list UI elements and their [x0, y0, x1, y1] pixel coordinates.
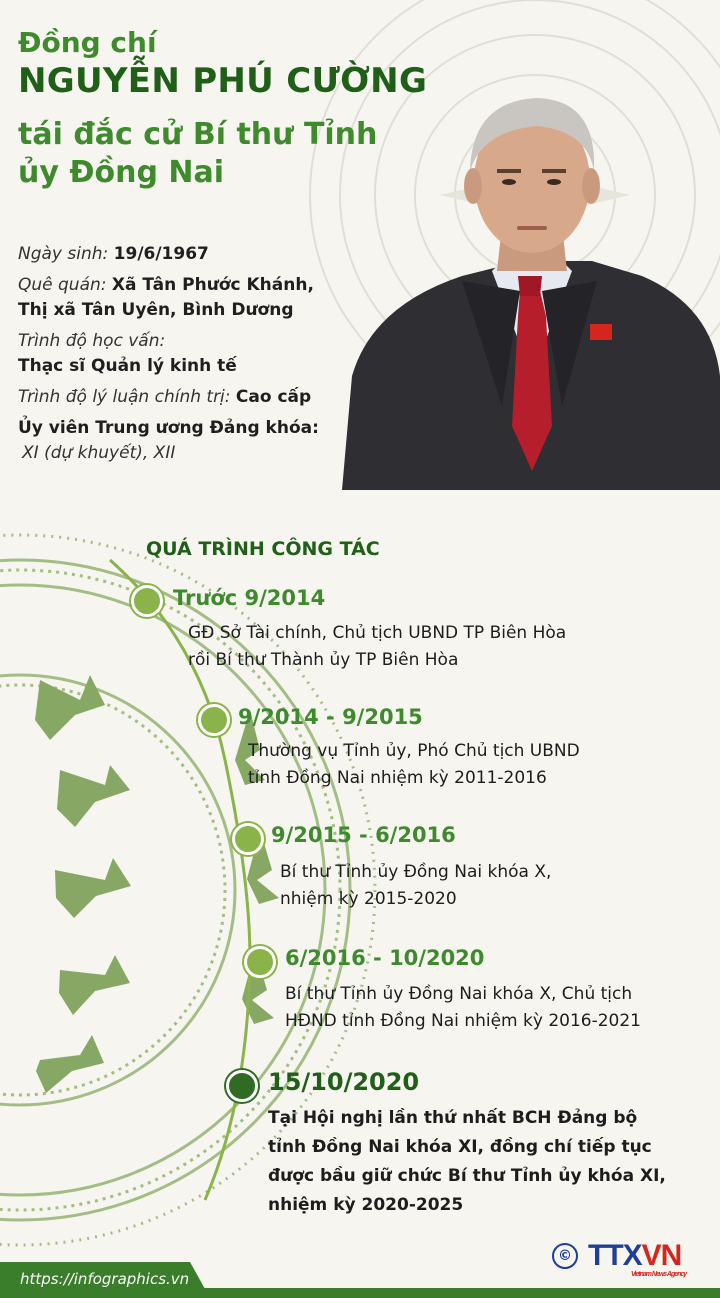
politics-value: Cao cấp [235, 387, 312, 407]
birth-row [18, 242, 348, 267]
timeline-desc-5 [268, 1104, 666, 1220]
title-headline: tái đắc cử Bí thư Tỉnh ủy Đồng Nai [18, 117, 378, 190]
education-value: Thạc sĩ Quản lý kinh tế [18, 356, 237, 376]
person-name: NGUYỄN PHÚ CƯỜNG [18, 61, 428, 101]
timeline-desc-2-line-1: Thường vụ Tỉnh ủy, Phó Chủ tịch UBND [248, 741, 580, 761]
timeline-desc-1 [188, 620, 566, 674]
bio-section [18, 242, 348, 466]
timeline-desc-5-line-2: tỉnh Đồng Nai khóa XI, đồng chí tiếp tục [268, 1137, 652, 1157]
logo-subtitle: Vietnam News Agency [631, 1271, 687, 1278]
timeline-period-4: 6/2016 - 10/2020 [285, 946, 485, 970]
timeline-desc-1-line-2: rồi Bí thư Thành ủy TP Biên Hòa [188, 650, 459, 670]
timeline-dot-5 [226, 1070, 258, 1102]
central-committee-label: Ủy viên Trung ương Đảng khóa: [18, 418, 319, 438]
hometown-label: Quê quán: [18, 275, 107, 295]
footer [0, 1262, 720, 1298]
logo-main: TTX [588, 1239, 642, 1272]
birth-label: Ngày sinh: [18, 244, 109, 264]
copyright-icon: © [552, 1243, 578, 1269]
timeline-dot-4 [244, 946, 276, 978]
timeline-period-5: 15/10/2020 [268, 1068, 420, 1096]
education-label: Trình độ học vấn: [18, 331, 166, 351]
timeline-desc-5-line-4: nhiệm kỳ 2020-2025 [268, 1195, 464, 1215]
portrait-photo [342, 76, 720, 490]
timeline-desc-5-line-1: Tại Hội nghị lần thứ nhất BCH Đảng bộ [268, 1108, 638, 1128]
title-prefix: Đồng chí [18, 26, 157, 59]
footer-url-link[interactable]: https://infographics.vn [20, 1270, 190, 1288]
timeline-desc-2-line-2: tỉnh Đồng Nai nhiệm kỳ 2011-2016 [248, 768, 547, 788]
logo-vn: VN [641, 1239, 682, 1272]
timeline-period-3: 9/2015 - 6/2016 [271, 823, 456, 847]
timeline-dot-3 [232, 823, 264, 855]
timeline-desc-1-line-1: GĐ Sở Tài chính, Chủ tịch UBND TP Biên Hòa [188, 623, 567, 643]
timeline-dot-2 [198, 704, 230, 736]
birth-value: 19/6/1967 [113, 244, 209, 264]
timeline-desc-3 [280, 859, 551, 913]
timeline-title: QUÁ TRÌNH CÔNG TÁC [146, 538, 380, 560]
timeline-desc-3-line-2: nhiệm kỳ 2015-2020 [280, 889, 457, 909]
timeline-desc-4-line-1: Bí thư Tỉnh ủy Đồng Nai khóa X, Chủ tịch [285, 984, 633, 1004]
hometown-value-2: Thị xã Tân Uyên, Bình Dương [18, 300, 294, 320]
hometown-value-1: Xã Tân Phước Khánh, [111, 275, 314, 295]
politics-row [18, 385, 348, 410]
timeline-desc-2 [248, 738, 580, 792]
hometown-row [18, 273, 348, 298]
timeline-desc-4 [285, 981, 641, 1035]
timeline-desc-4-line-2: HĐND tỉnh Đồng Nai nhiệm kỳ 2016-2021 [285, 1011, 641, 1031]
timeline-desc-5-line-3: được bầu giữ chức Bí thư Tỉnh ủy khóa XI, [268, 1166, 666, 1186]
timeline-dot-1 [131, 585, 163, 617]
timeline-desc-3-line-1: Bí thư Tỉnh ủy Đồng Nai khóa X, [280, 862, 552, 882]
timeline-period-2: 9/2014 - 9/2015 [238, 705, 423, 729]
central-committee-value: XI (dự khuyết), XII [22, 443, 176, 463]
politics-label: Trình độ lý luận chính trị: [18, 387, 231, 407]
timeline-period-1: Trước 9/2014 [173, 586, 326, 610]
